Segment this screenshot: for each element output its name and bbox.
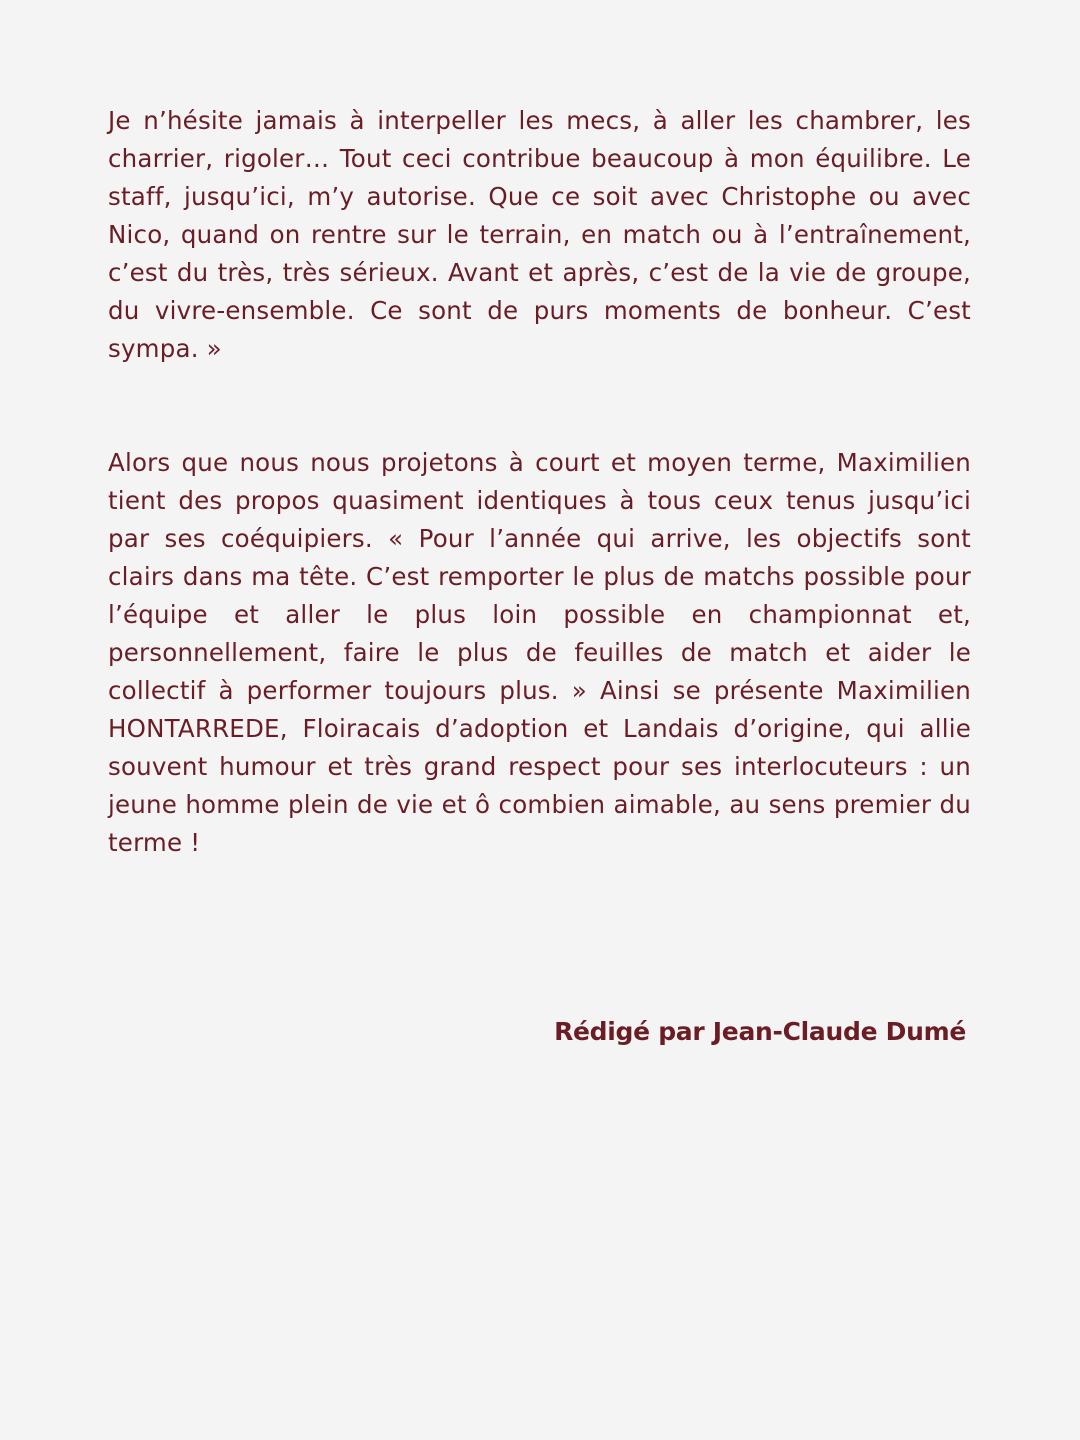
- article-paragraph-2: Alors que nous nous projetons à court et moyen terme, Maximilien tient des propos quasiment identiques à tous ceux tenus jusqu’ici par ses coéquipiers. « Pour l’année qui arrive, les objectifs sont clairs dans ma tête. C’est remporter le plus de matchs possible pour l’équipe et aller le plus loin possible en championnat et, personnellement, faire le plus de feuilles de match et aider le collectif à performer toujours plus. » Ainsi se présente Maximilien HONTARREDE, Floiracais d’adoption et Landais d’origine, qui allie souvent humour et très grand respect pour ses interlocuteurs : un jeune homme plein de vie et ô combien aimable, au sens premier du terme !: [108, 448, 971, 857]
- author-signature: Rédigé par Jean-Claude Dumé: [554, 1017, 966, 1046]
- article-paragraph-1: Je n’hésite jamais à interpeller les mecs, à aller les chambrer, les charrier, rigoler… Tout ceci contribue beaucoup à mon équilibre. Le staff, jusqu’ici, m’y autorise. Que ce soit avec Christophe ou avec Nico, quand on rentre sur le terrain, en match ou à l’entraînement, c’est du très, très sérieux. Avant et après, c’est de la vie de groupe, du vivre-ensemble. Ce sont de purs moments de bonheur. C’est sympa. »: [108, 106, 971, 363]
